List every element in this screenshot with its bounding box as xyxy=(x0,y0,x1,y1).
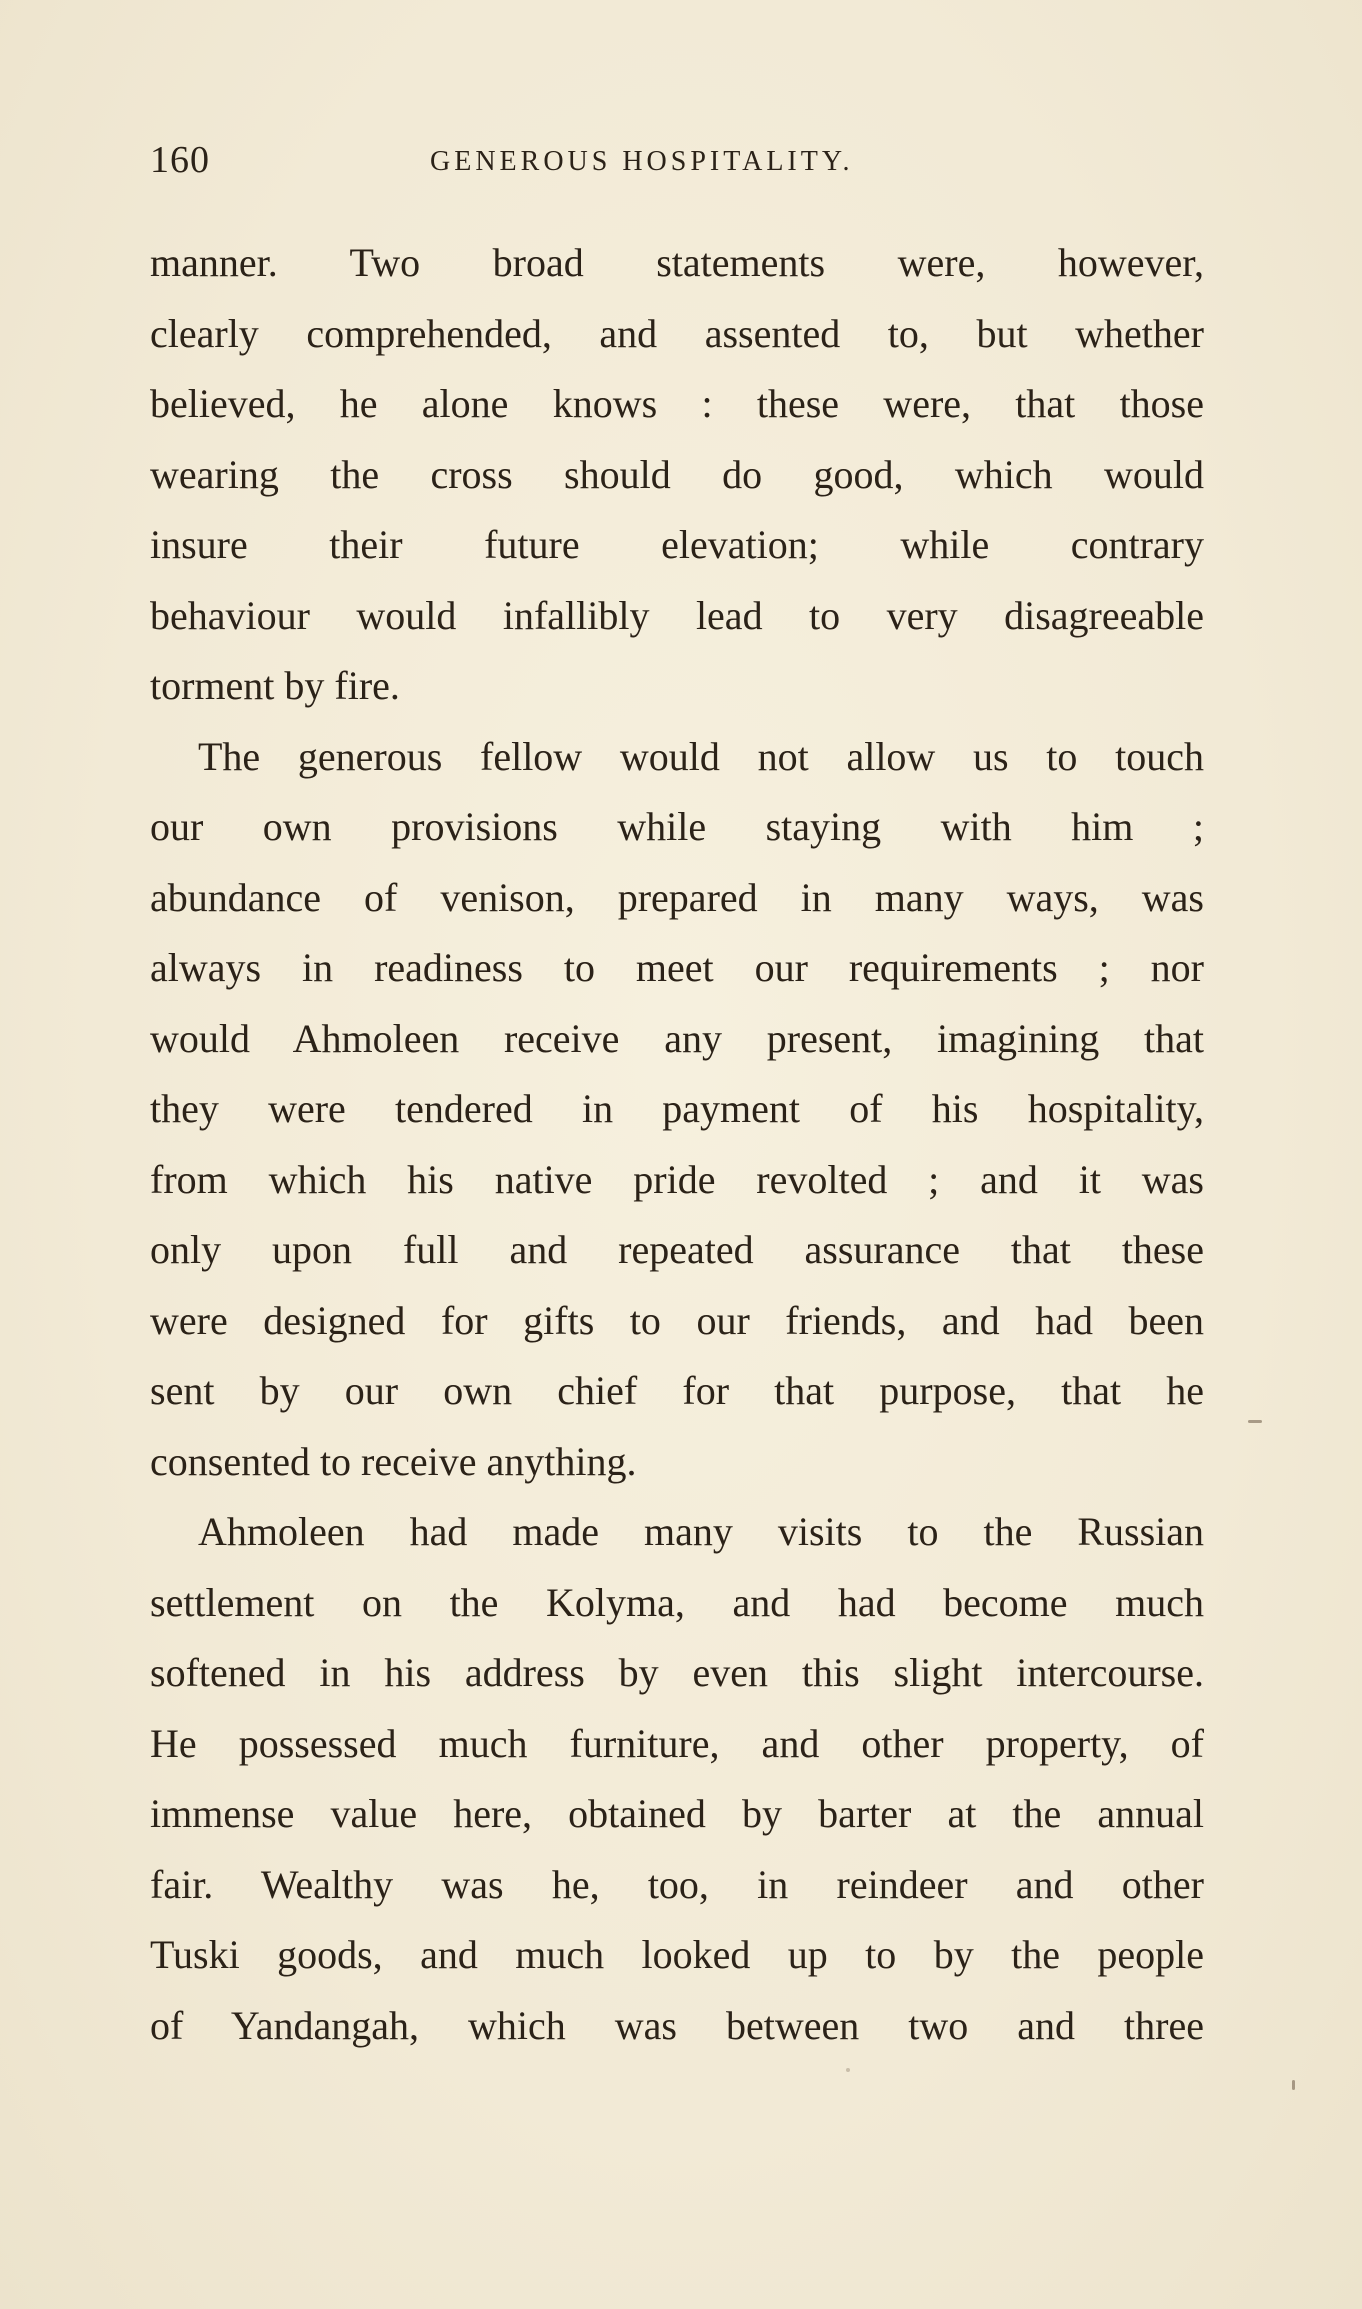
text-line: settlement on the Kolyma, and had become much xyxy=(150,1579,1204,1625)
text-line: only upon full and repeated assurance that these xyxy=(150,1227,1204,1272)
text-line: Tuski goods, and much looked up to by the people xyxy=(150,1932,1204,1977)
text-line: behaviour would infallibly lead to very disagreeable xyxy=(150,592,1204,638)
body-text xyxy=(150,228,1204,2061)
text-line: believed, he alone knows : these were, that those xyxy=(150,381,1204,426)
text-line: wearing the cross should do good, which would xyxy=(150,451,1204,497)
page-number: 160 xyxy=(150,139,210,181)
paper-speck xyxy=(1292,2080,1295,2090)
text-line: sent by our own chief for that purpose, that he xyxy=(150,1368,1204,1413)
text-line: our own provisions while staying with him ; xyxy=(150,804,1204,849)
text-line: they were tendered in payment of his hospitality, xyxy=(150,1086,1204,1131)
text-line: would Ahmoleen receive any present, imagining that xyxy=(150,1015,1204,1061)
text-line: fair. Wealthy was he, too, in reindeer and other xyxy=(150,1861,1204,1907)
paper-speck xyxy=(1248,1420,1262,1423)
text-line: from which his native pride revolted ; and it was xyxy=(150,1156,1204,1202)
text-line: Ahmoleen had made many visits to the Russian xyxy=(198,1509,1204,1554)
text-line: were designed for gifts to our friends, and had been xyxy=(150,1297,1204,1343)
paper-speck xyxy=(846,2068,850,2072)
text-line: softened in his address by even this slight intercourse. xyxy=(150,1650,1204,1695)
text-line: consented to receive anything. xyxy=(150,1438,637,1484)
running-head: GENEROUS HOSPITALITY. xyxy=(430,146,854,177)
text-line: insure their future elevation; while contrary xyxy=(150,522,1204,567)
text-line: immense value here, obtained by barter at the annual xyxy=(150,1791,1204,1836)
text-line: abundance of venison, prepared in many ways, was xyxy=(150,874,1204,920)
text-line: He possessed much furniture, and other property, of xyxy=(150,1720,1204,1766)
text-line: The generous fellow would not allow us to touch xyxy=(198,733,1204,779)
text-line: torment by fire. xyxy=(150,663,400,708)
page-header xyxy=(150,138,1204,188)
text-line: of Yandangah, which was between two and three xyxy=(150,2002,1204,2048)
text-line: clearly comprehended, and assented to, but whether xyxy=(150,310,1204,356)
text-line: manner. Two broad statements were, however, xyxy=(150,240,1204,285)
text-line: always in readiness to meet our requirements ; nor xyxy=(150,945,1204,990)
